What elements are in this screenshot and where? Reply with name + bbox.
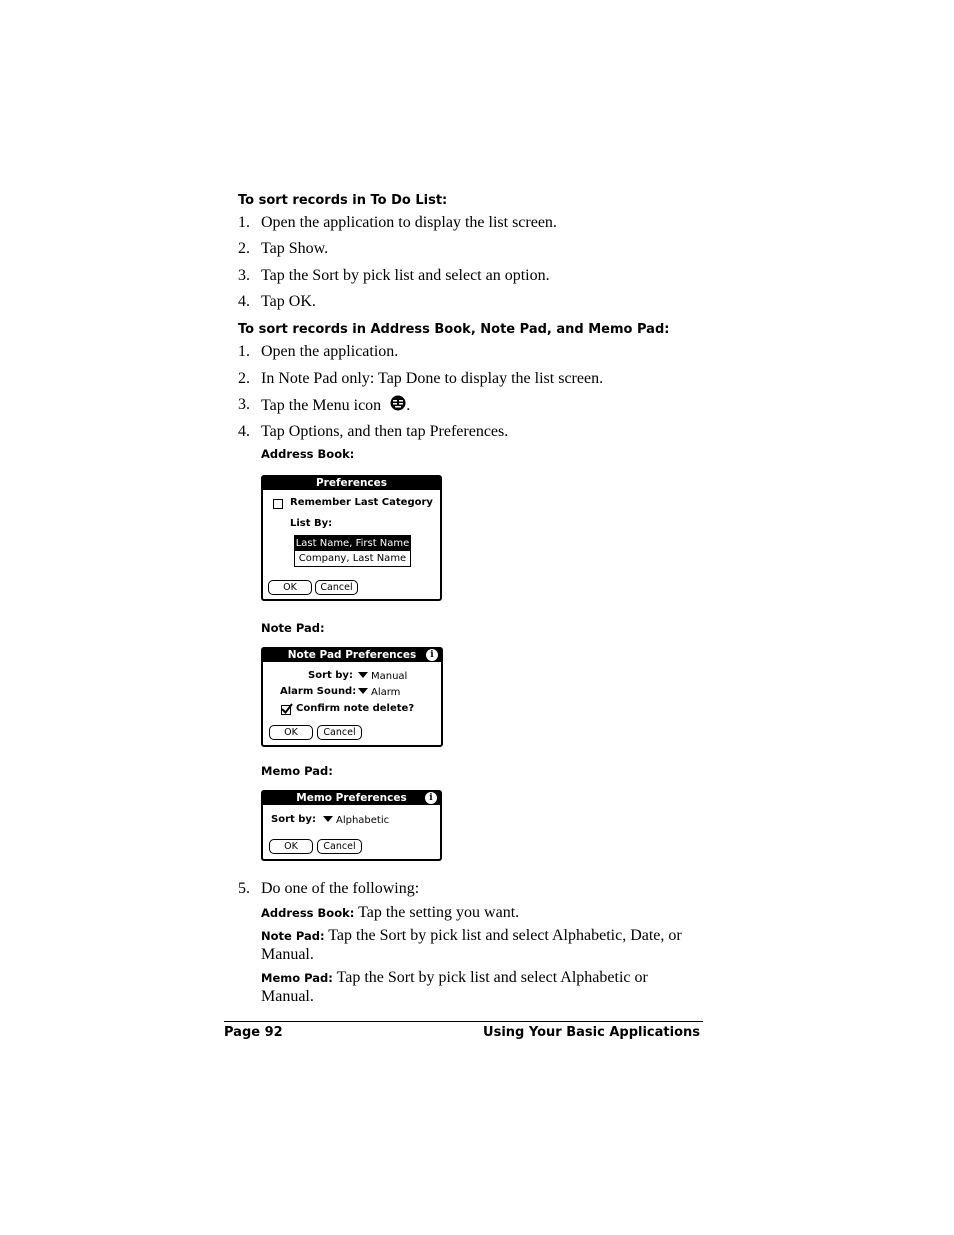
step-number: 2. [238,370,250,387]
info-icon[interactable]: i [426,649,438,661]
option-label: Note Pad: [261,929,325,943]
cancel-button[interactable]: Cancel [317,839,362,854]
dropdown-arrow-icon [358,688,368,694]
info-icon[interactable]: i [425,792,437,804]
note-pad-preferences-dialog [261,647,443,747]
option-label: Memo Pad: [261,971,333,985]
remember-category-checkbox[interactable] [273,499,283,509]
checkmark-icon [281,703,293,715]
section-heading-todo: To sort records in To Do List: [238,193,448,208]
option-address-book [261,903,519,923]
option-memo-pad [261,968,648,988]
option-memo-pad-cont: Manual. [261,988,314,1005]
footer-rule [224,1021,703,1022]
page-number: Page 92 [224,1025,283,1040]
step-suffix: . [406,397,411,414]
step-text: Open the application to display the list screen. [261,214,557,231]
dialog-title [263,649,441,662]
address-book-label: Address Book: [261,447,355,461]
ok-button[interactable]: OK [268,580,312,595]
sort-by-picker[interactable] [358,671,407,682]
sort-by-label: Sort by: [271,814,316,825]
sort-by-value: Manual [371,671,408,682]
alarm-sound-value: Alarm [371,687,401,698]
step-number: 3. [238,396,250,413]
confirm-delete-checkbox[interactable] [281,705,291,715]
menu-icon [390,395,406,411]
option-note-pad-cont: Manual. [261,946,314,963]
step-text: In Note Pad only: Tap Done to display the list screen. [261,370,604,387]
sort-by-picker[interactable] [323,815,389,826]
step-text: Tap Options, and then tap Preferences. [261,423,509,440]
step-number: 2. [238,240,250,257]
step-text: Tap the Sort by pick list and select an option. [261,267,550,284]
list-by-label: List By: [290,518,333,529]
sort-by-value: Alphabetic [336,815,390,826]
option-label: Address Book: [261,906,355,920]
step-number: 1. [238,214,250,231]
alarm-sound-label: Alarm Sound: [280,686,357,697]
dropdown-arrow-icon [323,816,333,822]
dropdown-arrow-icon [358,672,368,678]
remember-category-label: Remember Last Category [290,497,433,508]
step-text: Tap OK. [261,293,316,310]
alarm-sound-picker[interactable] [358,687,400,698]
sort-by-label: Sort by: [308,670,353,681]
address-book-preferences-dialog [261,475,442,601]
cancel-button[interactable]: Cancel [315,580,358,595]
dialog-title: Preferences [263,477,440,490]
step-number: 4. [238,423,250,440]
list-by-option[interactable]: Company, Last Name [298,553,407,564]
step-number: 5. [238,880,250,897]
step-text [261,395,410,415]
step-text: Do one of the following: [261,880,420,897]
dialog-title [263,792,440,805]
step-text-main: Tap the Menu icon [261,397,382,414]
step-text: Tap Show. [261,240,329,257]
dialog-title-text: Note Pad Preferences [287,649,417,661]
memo-preferences-dialog [261,790,442,861]
note-pad-label: Note Pad: [261,621,325,635]
ok-button[interactable]: OK [269,839,313,854]
option-text: Tap the Sort by pick list and select Alphabetic or [336,969,648,986]
step-number: 1. [238,343,250,360]
option-text: Tap the Sort by pick list and select Alphabetic, Date, or [328,927,682,944]
confirm-delete-label: Confirm note delete? [296,703,415,714]
chapter-title: Using Your Basic Applications [483,1025,700,1040]
cancel-button[interactable]: Cancel [317,725,362,740]
dialog-title-text: Memo Preferences [296,792,407,804]
step-text: Open the application. [261,343,399,360]
option-text: Tap the setting you want. [358,904,520,921]
list-by-option-selected[interactable]: Last Name, First Name [295,538,410,549]
section-heading-sort: To sort records in Address Book, Note Pad, and Memo Pad: [238,322,670,337]
option-note-pad [261,926,682,946]
list-by-options [294,535,411,567]
step-number: 3. [238,267,250,284]
ok-button[interactable]: OK [269,725,313,740]
step-number: 4. [238,293,250,310]
memo-pad-label: Memo Pad: [261,764,333,778]
